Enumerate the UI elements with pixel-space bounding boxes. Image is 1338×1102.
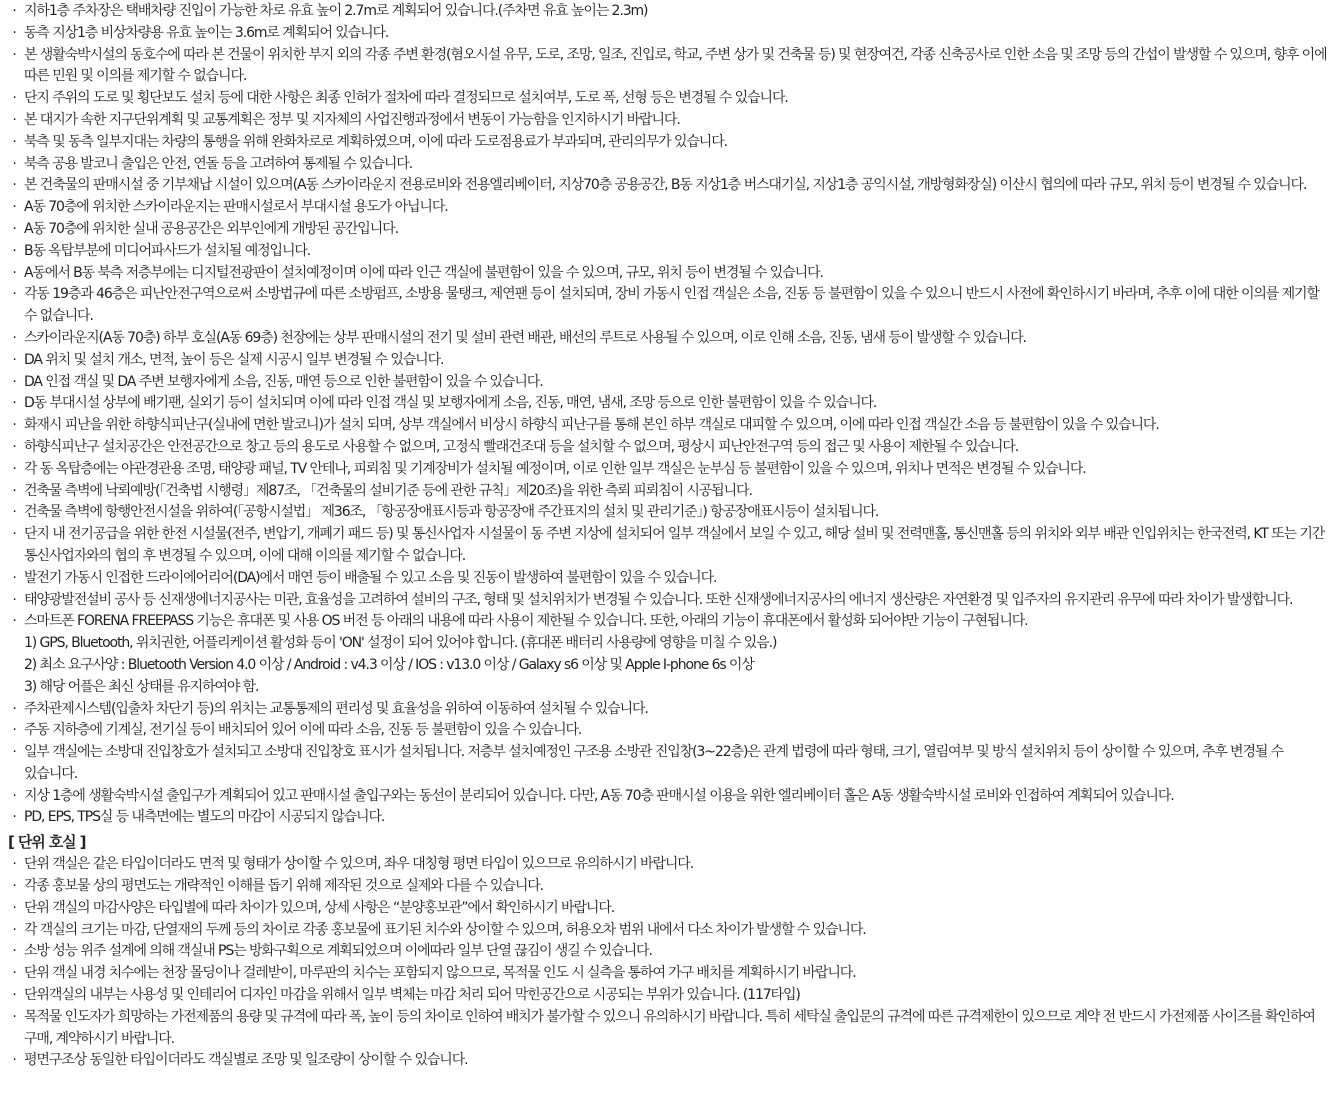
general-note (8, 350, 1328, 372)
general-note (8, 437, 1328, 459)
general-note (8, 742, 1328, 786)
bullet-mark: · (12, 220, 16, 237)
general-note (8, 459, 1328, 481)
bullet-mark: · (12, 899, 16, 916)
bullet-mark: · (12, 395, 16, 412)
note-text: 북측 및 동측 일부지대는 차량의 통행을 위해 완화차로로 계획하였으며, 이에 따라 도로점용료가 부과되며, 관리의무가 있습니다. (24, 133, 727, 150)
unit-notes-list (8, 854, 1328, 1072)
bullet-mark: · (12, 787, 16, 804)
general-note (8, 154, 1328, 176)
note-text: D동 부대시설 상부에 배기팬, 실외기 등이 설치되며 이에 따라 인접 객실 및 보행자에게 소음, 진동, 매연, 냄새, 조망 등으로 인한 불편함이 있을 수 있습니다. (24, 395, 877, 412)
note-text: 화재시 피난을 위한 하향식피난구(실내에 면한 발코니)가 설치 되며, 상부 객실에서 비상시 하향식 피난구를 통해 본인 하부 객실로 대피할 수 있으며, 이에 따라 인접 객실간 소음 등 불편함이 있을 수 있습니다. (24, 417, 1159, 434)
bullet-mark: · (12, 856, 16, 873)
note-text: 단위 객실은 같은 타입이더라도 면적 및 형태가 상이할 수 있으며, 좌우 대칭형 평면 타입이 있으므로 유의하시기 바랍니다. (24, 856, 694, 873)
unit-note (8, 1050, 1328, 1072)
unit-note (8, 920, 1328, 942)
bullet-mark: · (12, 177, 16, 194)
note-text: 목적물 인도자가 희망하는 가전제품의 용량 및 규격에 따라 폭, 높이 등의 차이로 인하여 배치가 불가할 수 있으니 유의하시기 바랍니다. 특히 세탁실 출입문의 규격에 따른 규격제한이 있으므로 계약 전 반드시 가전제품 사이즈를 확인하여 구매, 계약하시기 바랍니다. (24, 1008, 1315, 1047)
bullet-mark: · (12, 482, 16, 499)
general-note (8, 393, 1328, 415)
general-note (8, 284, 1328, 328)
note-text: 하향식피난구 설치공간은 안전공간으로 창고 등의 용도로 사용할 수 없으며, 고정식 빨래건조대 등을 설치할 수 없으며, 평상시 피난안전구역 등의 접근 및 사용이 제한될 수 있습니다. (24, 438, 1019, 455)
bullet-mark: · (12, 700, 16, 717)
general-note (8, 219, 1328, 241)
note-text: 태양광발전설비 공사 등 신재생에너지공사는 미관, 효율성을 고려하여 설비의 구조, 형태 및 설치위치가 변경될 수 있습니다. 또한 신재생에너지공사의 에너지 생산량은 자연환경 및 입주자의 유지관리 유무에 따라 차이가 발생합니다. (24, 591, 1293, 608)
note-text: 각 객실의 크기는 마감, 단열재의 두께 등의 차이로 각종 홍보물에 표기된 치수와 상이할 수 있으며, 허용오차 범위 내에서 다소 차이가 발생할 수 있습니다. (24, 921, 866, 938)
general-note (8, 568, 1328, 590)
general-note (8, 611, 1328, 633)
general-note (8, 481, 1328, 503)
bullet-mark: · (12, 504, 16, 521)
bullet-mark: · (12, 526, 16, 543)
note-text: 각종 홍보물 상의 평면도는 개략적인 이해를 돕기 위해 제작된 것으로 실제와 다를 수 있습니다. (24, 878, 544, 895)
bullet-mark: · (12, 286, 16, 303)
note-text: 동측 지상1층 비상차량용 유효 높이는 3.6m로 계획되어 있습니다. (24, 24, 389, 41)
unit-note (8, 854, 1328, 876)
bullet-mark: · (12, 943, 16, 960)
note-text: 단지 내 전기공급을 위한 한전 시설물(전주, 변압기, 개폐기 패드 등) 및 통신사업자 시설물이 동 주변 지상에 설치되어 일부 객실에서 보일 수 있고, 해당 설비 및 전력맨홀, 통신맨홀 등의 위치와 외부 배관 인입위치는 한국전력, KT 또는 기간 통신사업자와의 협의 후 변경될 수 있으며, 이에 대해 이의를 제기할 수 없습니다. (24, 526, 1325, 564)
general-note (8, 197, 1328, 219)
bullet-mark: · (12, 744, 16, 761)
unit-note (8, 963, 1328, 985)
note-text: B동 옥탑부분에 미디어파사드가 설치될 예정입니다. (24, 242, 311, 259)
general-note (8, 175, 1328, 197)
requirement-item: 2) 최소 요구사양 : Bluetooth Version 4.0 이상 / Android : v4.3 이상 / IOS : v13.0 이상 / Galaxy s6 이상 및 Apple I-phone 6s 이상 (24, 656, 754, 673)
general-note (8, 110, 1328, 132)
bullet-mark: · (12, 111, 16, 128)
note-text: 주차관제시스템(입출차 차단기 등)의 위치는 교통통제의 편리성 및 효율성을 위하여 이동하여 설치될 수 있습니다. (24, 700, 648, 717)
note-text: 단위 객실의 마감사양은 타입별에 따라 차이가 있으며, 상세 사항은 “분양홍보관”에서 확인하시기 바랍니다. (24, 899, 615, 916)
bullet-mark: · (12, 264, 16, 281)
general-note (8, 45, 1328, 89)
general-notes-list-continued (8, 699, 1328, 830)
note-text: 건축물 측벽에 낙뢰예방(「건축법 시행령」제87조, 「건축물의 설비기준 등에 관한 규칙」제20조)을 위한 측뢰 피뢰침이 시공됩니다. (24, 482, 752, 499)
bullet-mark: · (12, 133, 16, 150)
note-text: 북측 공용 발코니 출입은 안전, 연돌 등을 고려하여 통제될 수 있습니다. (24, 155, 413, 172)
general-note (8, 328, 1328, 350)
bullet-mark: · (12, 809, 16, 826)
bullet-mark: · (12, 90, 16, 107)
note-text: 발전기 가동시 인접한 드라이에어리어(DA)에서 매연 등이 배출될 수 있고 소음 및 진동이 발생하여 불편함이 있을 수 있습니다. (24, 569, 717, 586)
bullet-mark: · (12, 438, 16, 455)
bullet-mark: · (12, 329, 16, 346)
bullet-mark: · (12, 1008, 16, 1025)
note-text: 스카이라운지(A동 70층) 하부 호실(A동 69층) 천장에는 상부 판매시설의 전기 및 설비 관련 배관, 배선의 루트로 사용될 수 있으며, 이로 인해 소음, 진동, 냄새 등이 발생할 수 있습니다. (24, 329, 1026, 346)
note-text: 평면구조상 동일한 타입이더라도 객실별로 조망 및 일조량이 상이할 수 있습니다. (24, 1052, 468, 1069)
requirement-item: 3) 해당 어플은 최신 상태를 유지하여야 함. (24, 678, 259, 695)
bullet-mark: · (12, 46, 16, 63)
note-text: 각동 19층과 46층은 피난안전구역으로써 소방법규에 따른 소방펌프, 소방용 물탱크, 제연팬 등이 설치되며, 장비 가동시 인접 객실은 소음, 진동 등 불편함이 있을 수 있으니 반드시 사전에 확인하시기 바라며, 추후 이에 대한 이의를 제기할 수 없습니다. (24, 286, 1319, 325)
bullet-mark: · (12, 591, 16, 608)
note-text: 각 동 옥탑층에는 야관경관용 조명, 태양광 패널, TV 안테나, 피뢰침 및 기계장비가 설치될 예정이며, 이로 인한 일부 객실은 눈부심 등 불편함이 있을 수 있으며, 위치나 면적은 변경될 수 있습니다. (24, 460, 1086, 477)
bullet-mark: · (12, 965, 16, 982)
general-note (8, 372, 1328, 394)
note-text: 소방 성능 위주 설계에 의해 객실내 PS는 방화구획으로 계획되었으며 이에따라 일부 단열 끊김이 생길 수 있습니다. (24, 943, 652, 960)
general-note (8, 524, 1328, 568)
note-text: 본 생활숙박시설의 동호수에 따라 본 건물이 위치한 부지 외의 각종 주변 환경(혐오시설 유무, 도로, 조망, 일조, 진입로, 학교, 주변 상가 및 건축물 등) 및 현장여건, 각종 신축공사로 인한 소음 및 조망 등의 간섭이 발생할 수 있으며, 향후 이에 따른 민원 및 이의를 제기할 수 없습니다. (24, 46, 1327, 85)
note-text: 단지 주위의 도로 및 횡단보도 설치 등에 대한 사항은 최종 인허가 절차에 따라 결정되므로 설치여부, 도로 폭, 선형 등은 변경될 수 있습니다. (24, 90, 788, 107)
general-note (8, 241, 1328, 263)
unit-note (8, 1007, 1328, 1051)
general-note (8, 132, 1328, 154)
bullet-mark: · (12, 3, 16, 19)
general-notes-list (8, 1, 1328, 633)
freepass-requirements-list (8, 633, 1328, 698)
bullet-mark: · (12, 460, 16, 477)
note-text: 단위 객실 내경 치수에는 천장 몰딩이나 걸레받이, 마루판의 치수는 포함되지 않으므로, 목적물 인도 시 실측을 통하여 가구 배치를 계획하시기 바랍니다. (24, 965, 856, 982)
bullet-mark: · (12, 351, 16, 368)
note-text: 본 건축물의 판매시설 중 기부채납 시설이 있으며(A동 스카이라운지 전용로비와 전용엘리베이터, 지상70층 공용공간, B동 지상1층 버스대기실, 지상1층 공익시설, 개방형화장실) 이산시 협의에 따라 규모, 위치 등이 변경될 수 있습니다. (24, 177, 1307, 194)
note-text: 일부 객실에는 소방대 진입창호가 설치되고 소방대 진입창호 표시가 설치됩니다. 저층부 설치예정인 구조용 소방관 진입창(3~22층)은 관계 법령에 따라 형태, 크기, 열림여부 및 방식 설치위치 등이 상이할 수 있으며, 추후 변경될 수 있습니다. (24, 744, 1284, 782)
general-note (8, 786, 1328, 808)
bullet-mark: · (12, 155, 16, 172)
general-note (8, 699, 1328, 721)
general-note (8, 807, 1328, 829)
note-text: 지하1층 주차장은 택배차량 진입이 가능한 차로 유효 높이 2.7m로 계획되어 있습니다.(주차면 유효 높이는 2.3m) (24, 3, 648, 19)
note-text: A동에서 B동 북측 저층부에는 디지털전광판이 설치예정이며 이에 따라 인근 객실에 불편함이 있을 수 있으며, 규모, 위치 등이 변경될 수 있습니다. (24, 264, 823, 281)
note-text: A동 70층에 위치한 실내 공용공간은 외부인에게 개방된 공간입니다. (24, 220, 398, 237)
bullet-mark: · (12, 24, 16, 41)
note-text: 건축물 측벽에 항행안전시설을 위하여(「공항시설법」 제36조, 「항공장애표시등과 항공장애 주간표지의 설치 및 관리기준」) 항공장애표시등이 설치됩니다. (24, 504, 879, 521)
general-note (8, 415, 1328, 437)
unit-section-heading: [ 단위 호실 ] (8, 833, 86, 852)
bullet-mark: · (12, 242, 16, 259)
note-text: 단위객실의 내부는 사용성 및 인테리어 디자인 마감을 위해서 일부 벽체는 마감 처리 되어 막힌공간으로 시공되는 부위가 있습니다. (117타입) (24, 987, 800, 1004)
note-text: 지상 1층에 생활숙박시설 출입구가 계획되어 있고 판매시설 출입구와는 동선이 분리되어 있습니다. 다만, A동 70층 판매시설 이용을 위한 엘리베이터 홀은 A동 생활숙박시설 로비와 인접하여 계획되어 있습니다. (24, 787, 1174, 804)
bullet-mark: · (12, 878, 16, 895)
unit-note (8, 876, 1328, 898)
bullet-mark: · (12, 1052, 16, 1069)
bullet-mark: · (12, 373, 16, 390)
general-note (8, 502, 1328, 524)
bullet-mark: · (12, 722, 16, 739)
general-note (8, 23, 1328, 45)
general-note (8, 1, 1328, 23)
bullet-mark: · (12, 987, 16, 1004)
unit-note (8, 898, 1328, 920)
note-text: DA 위치 및 설치 개소, 면적, 높이 등은 실제 시공시 일부 변경될 수 있습니다. (24, 351, 444, 368)
note-text: 스마트폰 FORENA FREEPASS 기능은 휴대폰 및 사용 OS 버전 등 아래의 내용에 따라 사용이 제한될 수 있습니다. 또한, 아래의 기능이 휴대폰에서 활성화 되어야만 기능이 구현됩니다. (24, 613, 1028, 630)
requirement-item: 1) GPS, Bluetooth, 위치권한, 어플리케이션 활성화 등이 'ON' 설정이 되어 있어야 합니다. (휴대폰 배터리 사용량에 영향을 미칠 수 있음.) (24, 635, 777, 652)
note-text: DA 인접 객실 및 DA 주변 보행자에게 소음, 진동, 매연 등으로 인한 불편함이 있을 수 있습니다. (24, 373, 543, 390)
bullet-mark: · (12, 613, 16, 630)
unit-note (8, 941, 1328, 963)
note-text: 본 대지가 속한 지구단위계획 및 교통계획은 정부 및 지자체의 사업진행과정에서 변동이 가능함을 인지하시기 바랍니다. (24, 111, 680, 128)
unit-note (8, 985, 1328, 1007)
general-note (8, 590, 1328, 612)
note-text: 주동 지하층에 기계실, 전기실 등이 배치되어 있어 이에 따라 소음, 진동 등 불편함이 있을 수 있습니다. (24, 722, 582, 739)
bullet-mark: · (12, 417, 16, 434)
note-text: A동 70층에 위치한 스카이라운지는 판매시설로서 부대시설 용도가 아닙니다. (24, 199, 448, 216)
note-text: PD, EPS, TPS실 등 내측면에는 별도의 마감이 시공되지 않습니다. (24, 809, 385, 826)
general-note (8, 88, 1328, 110)
bullet-mark: · (12, 569, 16, 586)
general-note (8, 720, 1328, 742)
bullet-mark: · (12, 921, 16, 938)
general-note (8, 263, 1328, 285)
bullet-mark: · (12, 199, 16, 216)
